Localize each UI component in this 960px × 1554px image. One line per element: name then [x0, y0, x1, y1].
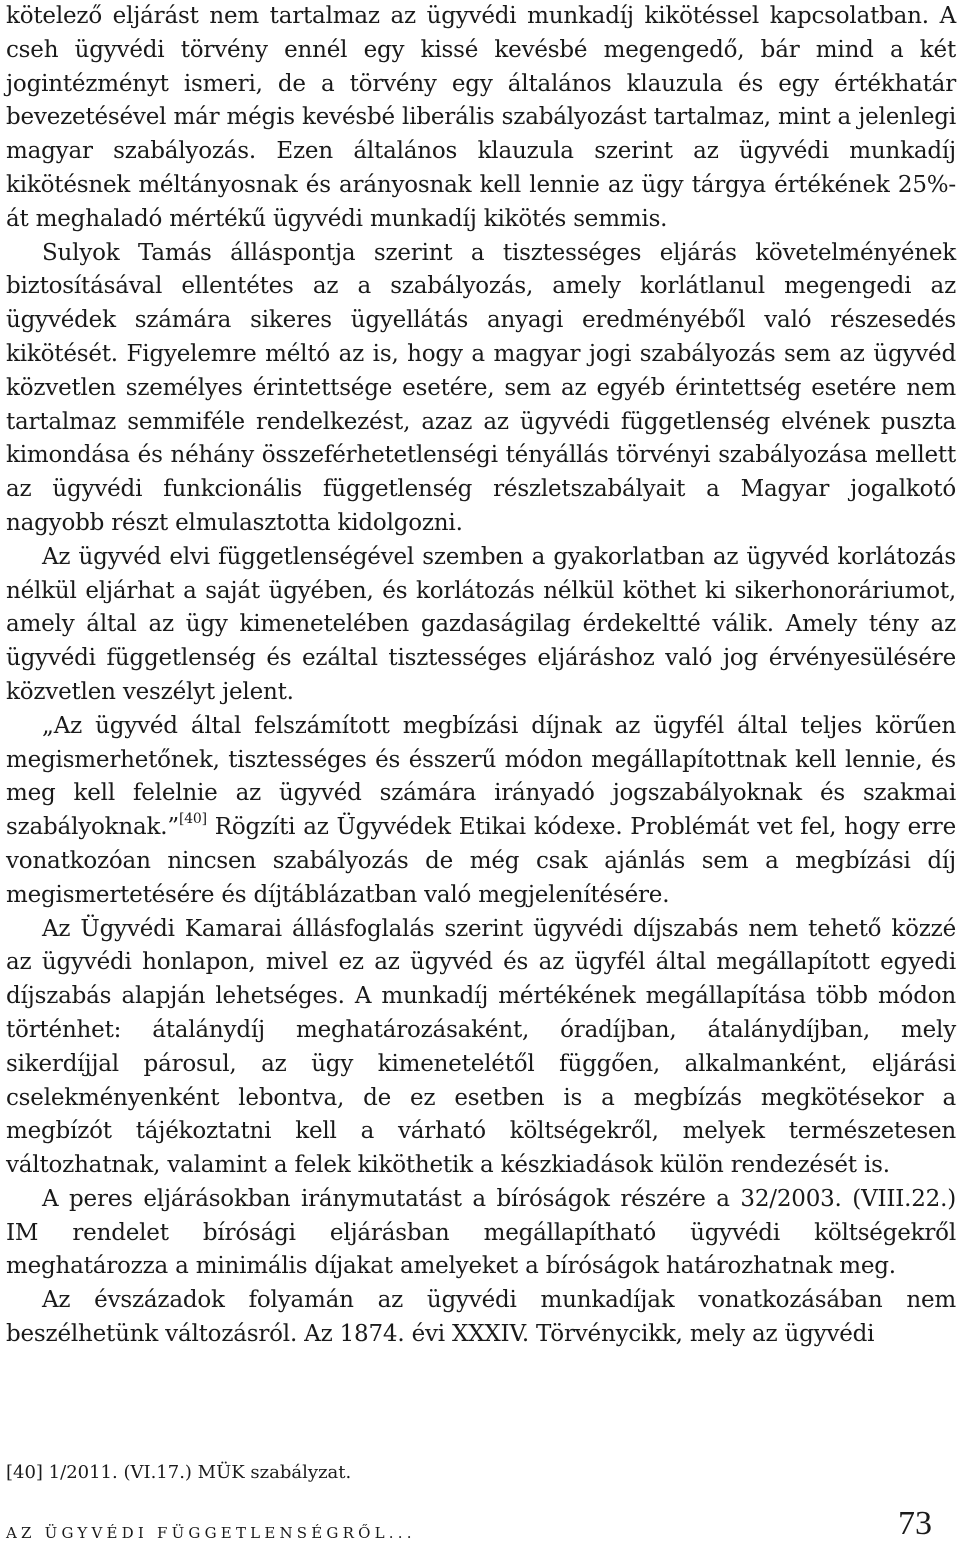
- paragraph-7: Az évszázadok folyamán az ügyvédi munkadíjak vonatkozásában nem beszélhetünk változásról. Az 1874. évi XXXIV. Törvénycikk, mely az ügyvédi: [6, 1287, 956, 1348]
- paragraph-5: Az Ügyvédi Kamarai állásfoglalás szerint ügyvédi díjszabás nem tehető közzé az ügyvédi honlapon, mivel ez az ügyvéd és az ügyfél által megállapított egyedi díjszabás alapján lehetséges. A munkadíj mértékének megállapítása több módon történhet: átalánydíj meghatározásaként, óradíjban, átalánydíjban, mely sikerdíjjal párosul, az ügy kimenetelétől függően, alkalmanként, eljárási cselekményenként lebontva, de ez esetben is a megbízás megkötésekor a megbízót tájékoztatni kell a várható költségekről, melyek természetesen változhatnak, valamint a felek kiköthetik a készkiadások külön rendezését is.: [6, 915, 956, 1179]
- paragraph-4-continuation: Rögzíti az Ügyvédek Etikai kódexe. Problémát vet fel, hogy erre vonatkozóan nincsen szabályozás de még csak ajánlás sem a megbízási díj megismertetésére és díjtáblázatban való megjelenítésére.: [6, 814, 956, 908]
- running-footer: AZ ÜGYVÉDI FÜGGETLENSÉGRŐL...: [6, 1524, 416, 1542]
- paragraph-2: Sulyok Tamás álláspontja szerint a tisztességes eljárás követelményének biztosításával ellentétes az a szabályozás, amely korlátlanul megengedi az ügyvédek számára sikeres ügyellátás anyagi eredményéből való részesedés kikötését. Figyelemre méltó az is, hogy a magyar jogi szabályozás sem az ügyvéd közvetlen személyes érintettsége esetére, sem az egyéb érintettség esetére nem tartalmaz semmiféle rendelkezést, azaz az ügyvédi függetlenség elvének puszta kimondása és néhány összeférhetetlenségi tényállás törvényi szabályozása mellett az ügyvédi funkcionális függetlenség részletszabályait a Magyar jogalkotó nagyobb részt elmulasztotta kidolgozni.: [6, 239, 956, 536]
- footnote-reference[interactable]: [40]: [178, 811, 207, 828]
- page: [6, 0, 956, 1352]
- paragraph-3: Az ügyvéd elvi függetlenségével szemben a gyakorlatban az ügyvéd korlátozás nélkül eljárhat a saját ügyében, és korlátozás nélkül köthet ki sikerhonoráriumot, amely által az ügy kimenetelében gazdaságilag érdekeltté válik. Amely tény az ügyvédi függetlenség és ezáltal tisztességes eljáráshoz való jog érvényesülésére közvetlen veszélyt jelent.: [6, 543, 956, 705]
- body-text: [6, 0, 956, 1352]
- footnote: [40] 1/2011. (VI.17.) MÜK szabályzat.: [6, 1462, 352, 1483]
- paragraph-6: A peres eljárásokban iránymutatást a bíróságok részére a 32/2003. (VIII.22.) IM rendelet bírósági eljárásban megállapítható ügyvédi költségekről meghatározza a minimális díjakat amelyeket a bíróságok határozhatnak meg.: [6, 1185, 956, 1280]
- paragraph-1: kötelező eljárást nem tartalmaz az ügyvédi munkadíj kikötéssel kapcsolatban. A cseh ügyvédi törvény ennél egy kissé kevésbé megengedő, bár mind a két jogintézményt ismeri, de a törvény egy általános klauzula és egy értékhatár bevezetésével már mégis kevésbé liberális szabályozást tartalmaz, mint a jelenlegi magyar szabályozás. Ezen általános klauzula szerint az ügyvédi munkadíj kikötésnek méltányosnak és arányosnak kell lennie az ügy tárgya értékének 25%-át meghaladó mértékű ügyvédi munkadíj kikötés semmis.: [6, 3, 956, 232]
- page-number: 73: [898, 1505, 932, 1542]
- quote-text: „Az ügyvéd által felszámított megbízási díjnak az ügyfél által teljes körűen megismerhetőnek, tisztességes és ésszerű módon megállapítottnak kell lennie, és meg kell felelnie az ügyvéd számára irányadó jogszabályoknak és szakmai szabályoknak.”: [6, 712, 956, 841]
- paragraph-4: [6, 710, 956, 913]
